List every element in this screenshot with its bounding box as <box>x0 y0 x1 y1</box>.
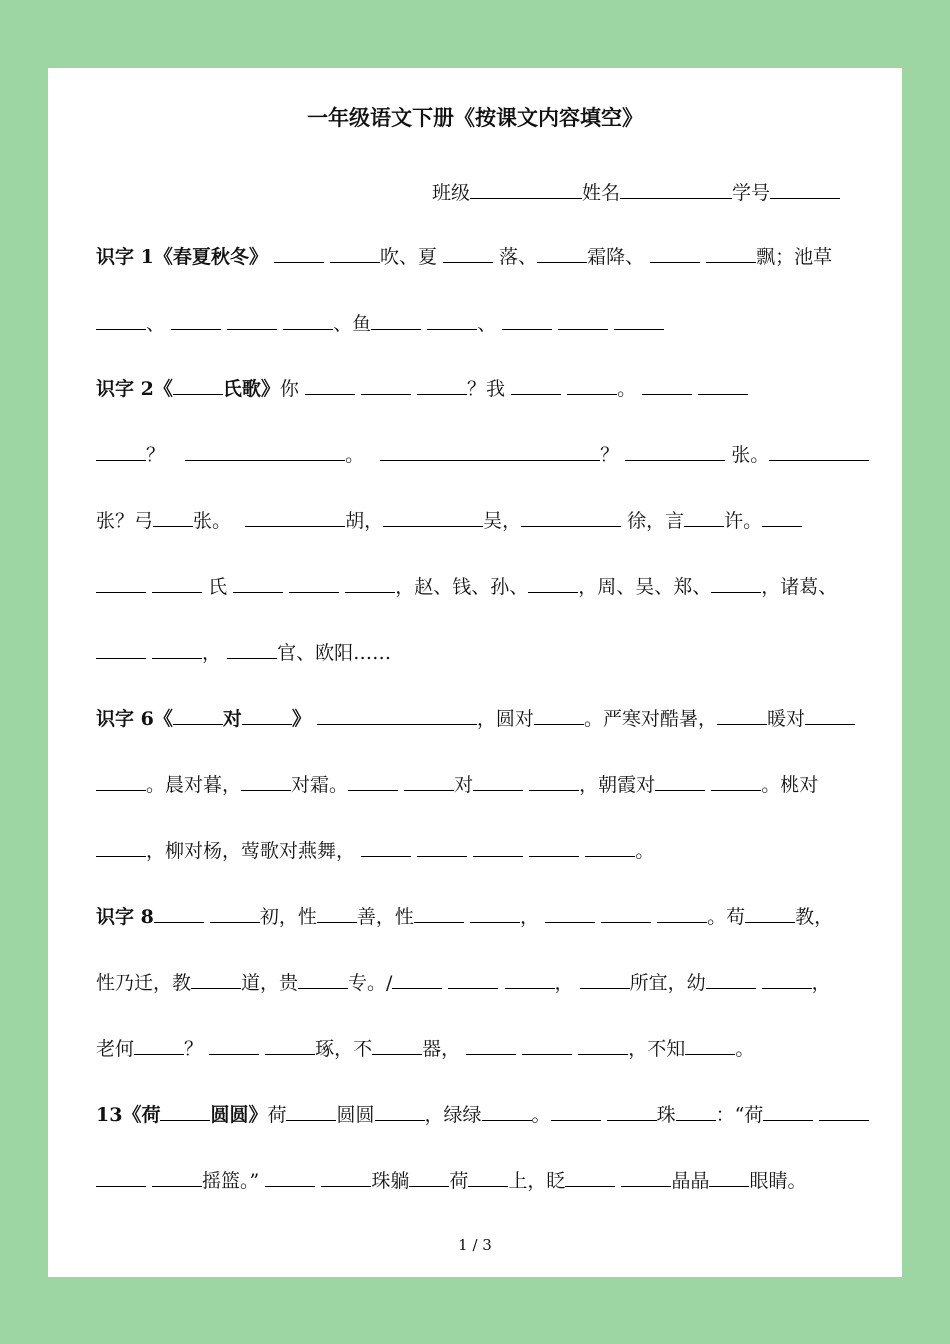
student-info-row <box>432 178 840 205</box>
fill-blank[interactable] <box>676 1102 716 1121</box>
name-blank[interactable] <box>620 180 732 199</box>
text: 吹、夏 <box>379 246 437 268</box>
section-13-line-1 <box>96 1102 868 1128</box>
text: 、鱼 <box>333 313 372 335</box>
section-1-line-2 <box>96 311 868 337</box>
section-2-line-3 <box>96 508 868 534</box>
text: 道，贵 <box>241 972 299 994</box>
fill-blank[interactable] <box>769 442 819 461</box>
section-6-line-1 <box>96 706 868 732</box>
fill-blank[interactable] <box>607 1102 657 1121</box>
fill-blank[interactable] <box>185 442 235 461</box>
fill-blank[interactable] <box>361 376 411 395</box>
fill-blank[interactable] <box>433 508 483 527</box>
fill-blank[interactable] <box>448 970 498 989</box>
fill-blank[interactable] <box>650 244 700 263</box>
text: 。 <box>635 840 655 862</box>
text: ，绿绿 <box>424 1104 482 1126</box>
fill-blank[interactable] <box>763 1102 813 1121</box>
fill-blank[interactable] <box>209 1036 259 1055</box>
page-title: 一年级语文下册《按课文内容填空》 <box>307 105 643 130</box>
text: 珠 <box>656 1104 676 1126</box>
fill-blank[interactable] <box>685 1036 735 1055</box>
fill-blank[interactable] <box>245 508 295 527</box>
text: ， <box>554 972 574 994</box>
fill-blank[interactable] <box>210 904 260 923</box>
fill-blank[interactable] <box>283 311 333 330</box>
section-2-line-2 <box>96 442 868 468</box>
fill-blank[interactable] <box>96 574 146 593</box>
fill-blank[interactable] <box>642 376 692 395</box>
text: 摇篮。” <box>202 1170 260 1192</box>
fill-blank[interactable] <box>422 706 477 725</box>
fill-blank[interactable] <box>684 508 724 527</box>
fill-blank[interactable] <box>521 508 571 527</box>
text: ？我 <box>467 378 506 400</box>
fill-blank[interactable] <box>435 442 490 461</box>
text: 性乃迁，教 <box>96 972 192 994</box>
name-label: 姓名 <box>582 182 621 204</box>
section-heading: 识字 1《春夏秋冬》 <box>96 246 268 268</box>
section-1-line-1 <box>96 244 868 270</box>
section-heading: 氏歌》 <box>222 378 280 400</box>
fill-blank[interactable] <box>96 1168 146 1187</box>
fill-blank[interactable] <box>321 1168 371 1187</box>
fill-blank[interactable] <box>482 1102 532 1121</box>
fill-blank[interactable] <box>235 442 290 461</box>
fill-blank[interactable] <box>298 970 348 989</box>
fill-blank[interactable] <box>657 904 707 923</box>
text: ，赵、钱、孙、 <box>395 576 529 598</box>
fill-blank[interactable] <box>709 1168 749 1187</box>
fill-blank[interactable] <box>227 640 277 659</box>
class-label: 班级 <box>432 182 471 204</box>
fill-blank[interactable] <box>227 311 277 330</box>
text: 。 <box>617 378 637 400</box>
fill-blank[interactable] <box>443 244 493 263</box>
text: 暖对 <box>766 708 805 730</box>
text: ，周、吴、郑、 <box>578 576 712 598</box>
fill-blank[interactable] <box>152 1168 202 1187</box>
fill-blank[interactable] <box>502 311 552 330</box>
fill-blank[interactable] <box>348 772 398 791</box>
fill-blank[interactable] <box>154 904 204 923</box>
text: 善，性 <box>356 906 414 928</box>
fill-blank[interactable] <box>367 706 422 725</box>
text: ？ <box>184 1038 204 1060</box>
page-number: 1 / 3 <box>458 1236 492 1254</box>
fill-blank[interactable] <box>545 904 595 923</box>
fill-blank[interactable] <box>473 838 523 857</box>
text: 飘；池草 <box>756 246 833 268</box>
fill-blank[interactable] <box>173 706 223 725</box>
fill-blank[interactable] <box>427 311 477 330</box>
text: 对霜。 <box>291 774 349 796</box>
fill-blank[interactable] <box>545 442 600 461</box>
text: 吴， <box>483 510 522 532</box>
text: 荷 <box>267 1104 287 1126</box>
fill-blank[interactable] <box>160 1102 210 1121</box>
text: 。 <box>345 444 365 466</box>
fill-blank[interactable] <box>96 640 146 659</box>
section-heading: 识字 2《 <box>96 378 173 400</box>
text: 器， <box>422 1038 461 1060</box>
text: 。严寒对酷暑， <box>583 708 717 730</box>
text: 。 <box>531 1104 551 1126</box>
text: ：“荷 <box>715 1104 764 1126</box>
text: 琢，不 <box>315 1038 373 1060</box>
fill-blank[interactable] <box>529 838 579 857</box>
section-2-line-1 <box>96 376 868 402</box>
text: 眼睛。 <box>749 1170 807 1192</box>
fill-blank[interactable] <box>571 508 621 527</box>
fill-blank[interactable] <box>265 1168 315 1187</box>
fill-blank[interactable] <box>173 376 223 395</box>
fill-blank[interactable] <box>153 508 193 527</box>
text: 珠躺 <box>371 1170 410 1192</box>
section-2-line-4 <box>96 574 868 600</box>
section-heading: 识字 6《 <box>96 708 173 730</box>
text: 许。 <box>724 510 763 532</box>
section-6-line-3 <box>96 838 868 864</box>
fill-blank[interactable] <box>537 244 587 263</box>
fill-blank[interactable] <box>134 1036 184 1055</box>
fill-blank[interactable] <box>466 1036 516 1055</box>
fill-blank[interactable] <box>698 376 748 395</box>
section-6-line-2 <box>96 772 868 798</box>
fill-blank[interactable] <box>711 772 761 791</box>
text: 氏 <box>208 576 228 598</box>
id-blank[interactable] <box>770 180 840 199</box>
text: 胡， <box>345 510 384 532</box>
fill-blank[interactable] <box>745 904 795 923</box>
fill-blank[interactable] <box>241 772 291 791</box>
section-2-line-5 <box>96 640 868 666</box>
fill-blank[interactable] <box>380 442 435 461</box>
text: 。苟 <box>707 906 746 928</box>
class-blank[interactable] <box>470 180 582 199</box>
fill-blank[interactable] <box>468 1168 508 1187</box>
fill-blank[interactable] <box>295 508 345 527</box>
fill-blank[interactable] <box>528 574 578 593</box>
fill-blank[interactable] <box>711 574 761 593</box>
fill-blank[interactable] <box>375 1102 425 1121</box>
fill-blank[interactable] <box>191 970 241 989</box>
text: 专。/ <box>348 972 393 994</box>
fill-blank[interactable] <box>372 1036 422 1055</box>
fill-blank[interactable] <box>717 706 767 725</box>
text: ， <box>811 972 831 994</box>
text: 落、 <box>499 246 538 268</box>
fill-blank[interactable] <box>706 970 756 989</box>
section-8-line-1 <box>96 904 868 930</box>
text: 。桃对 <box>761 774 819 796</box>
section-heading: 圆圆》 <box>210 1104 268 1126</box>
fill-blank[interactable] <box>371 311 421 330</box>
text: 、 <box>477 313 497 335</box>
fill-blank[interactable] <box>345 574 395 593</box>
fill-blank[interactable] <box>361 838 411 857</box>
fill-blank[interactable] <box>470 904 520 923</box>
fill-blank[interactable] <box>473 772 523 791</box>
fill-blank[interactable] <box>96 772 146 791</box>
text: 老何 <box>96 1038 135 1060</box>
text: 对 <box>454 774 474 796</box>
text: 官、欧阳…… <box>277 642 392 664</box>
fill-blank[interactable] <box>96 838 146 857</box>
fill-blank[interactable] <box>675 442 725 461</box>
fill-blank[interactable] <box>171 311 221 330</box>
section-heading: 识字 8 <box>96 906 154 928</box>
fill-blank[interactable] <box>565 1168 615 1187</box>
text: 。晨对暮， <box>146 774 242 796</box>
text: ，朝霞对 <box>579 774 656 796</box>
fill-blank[interactable] <box>265 1036 315 1055</box>
text: 张。 <box>731 444 770 466</box>
text: 初，性 <box>259 906 317 928</box>
fill-blank[interactable] <box>558 311 608 330</box>
fill-blank[interactable] <box>601 904 651 923</box>
fill-blank[interactable] <box>289 574 339 593</box>
text: 荷 <box>449 1170 469 1192</box>
fill-blank[interactable] <box>152 574 202 593</box>
fill-blank[interactable] <box>762 508 802 527</box>
fill-blank[interactable] <box>96 442 146 461</box>
fill-blank[interactable] <box>819 1102 869 1121</box>
fill-blank[interactable] <box>762 970 812 989</box>
fill-blank[interactable] <box>578 1036 628 1055</box>
text: 徐，言 <box>627 510 685 532</box>
text: 、 <box>146 313 166 335</box>
fill-blank[interactable] <box>417 838 467 857</box>
fill-blank[interactable] <box>551 1102 601 1121</box>
fill-blank[interactable] <box>274 244 324 263</box>
section-heading: 13《荷 <box>96 1104 161 1126</box>
fill-blank[interactable] <box>417 376 467 395</box>
fill-blank[interactable] <box>534 706 584 725</box>
fill-blank[interactable] <box>580 970 630 989</box>
text: ？ <box>600 444 620 466</box>
text: 你 <box>279 378 299 400</box>
fill-blank[interactable] <box>819 442 869 461</box>
text: ，柳对杨，莺歌对燕舞， <box>146 840 356 862</box>
text: ，圆对 <box>476 708 534 730</box>
text: 。 <box>735 1038 755 1060</box>
fill-blank[interactable] <box>242 706 292 725</box>
section-heading: 对 <box>222 708 242 730</box>
fill-blank[interactable] <box>614 311 664 330</box>
text: 张？弓 <box>96 510 154 532</box>
section-8-line-3 <box>96 1036 868 1062</box>
worksheet-page <box>48 68 902 1277</box>
fill-blank[interactable] <box>625 442 675 461</box>
text: ，诸葛、 <box>761 576 838 598</box>
fill-blank[interactable] <box>317 904 357 923</box>
section-13-line-2 <box>96 1168 868 1194</box>
fill-blank[interactable] <box>805 706 855 725</box>
fill-blank[interactable] <box>585 838 635 857</box>
fill-blank[interactable] <box>409 1168 449 1187</box>
fill-blank[interactable] <box>317 706 367 725</box>
text: ， <box>202 642 222 664</box>
text: 霜降、 <box>587 246 645 268</box>
text: ，不知 <box>628 1038 686 1060</box>
fill-blank[interactable] <box>490 442 545 461</box>
fill-blank[interactable] <box>330 244 380 263</box>
text: 张。 <box>193 510 232 532</box>
text: 晶晶 <box>671 1170 710 1192</box>
fill-blank[interactable] <box>286 1102 336 1121</box>
fill-blank[interactable] <box>414 904 464 923</box>
fill-blank[interactable] <box>621 1168 671 1187</box>
fill-blank[interactable] <box>152 640 202 659</box>
id-label: 学号 <box>732 182 771 204</box>
fill-blank[interactable] <box>706 244 756 263</box>
fill-blank[interactable] <box>392 970 442 989</box>
fill-blank[interactable] <box>505 970 555 989</box>
text: 所宜，幼 <box>629 972 706 994</box>
fill-blank[interactable] <box>96 311 146 330</box>
fill-blank[interactable] <box>567 376 617 395</box>
fill-blank[interactable] <box>383 508 433 527</box>
text: 圆圆 <box>336 1104 375 1126</box>
section-8-line-2 <box>96 970 868 996</box>
fill-blank[interactable] <box>404 772 454 791</box>
fill-blank[interactable] <box>290 442 345 461</box>
text: ？ <box>146 444 166 466</box>
fill-blank[interactable] <box>522 1036 572 1055</box>
fill-blank[interactable] <box>529 772 579 791</box>
text: 上，眨 <box>508 1170 566 1192</box>
text: ， <box>519 906 539 928</box>
text: 教， <box>795 906 834 928</box>
section-heading: 》 <box>291 708 311 730</box>
fill-blank[interactable] <box>655 772 705 791</box>
fill-blank[interactable] <box>233 574 283 593</box>
fill-blank[interactable] <box>511 376 561 395</box>
fill-blank[interactable] <box>305 376 355 395</box>
